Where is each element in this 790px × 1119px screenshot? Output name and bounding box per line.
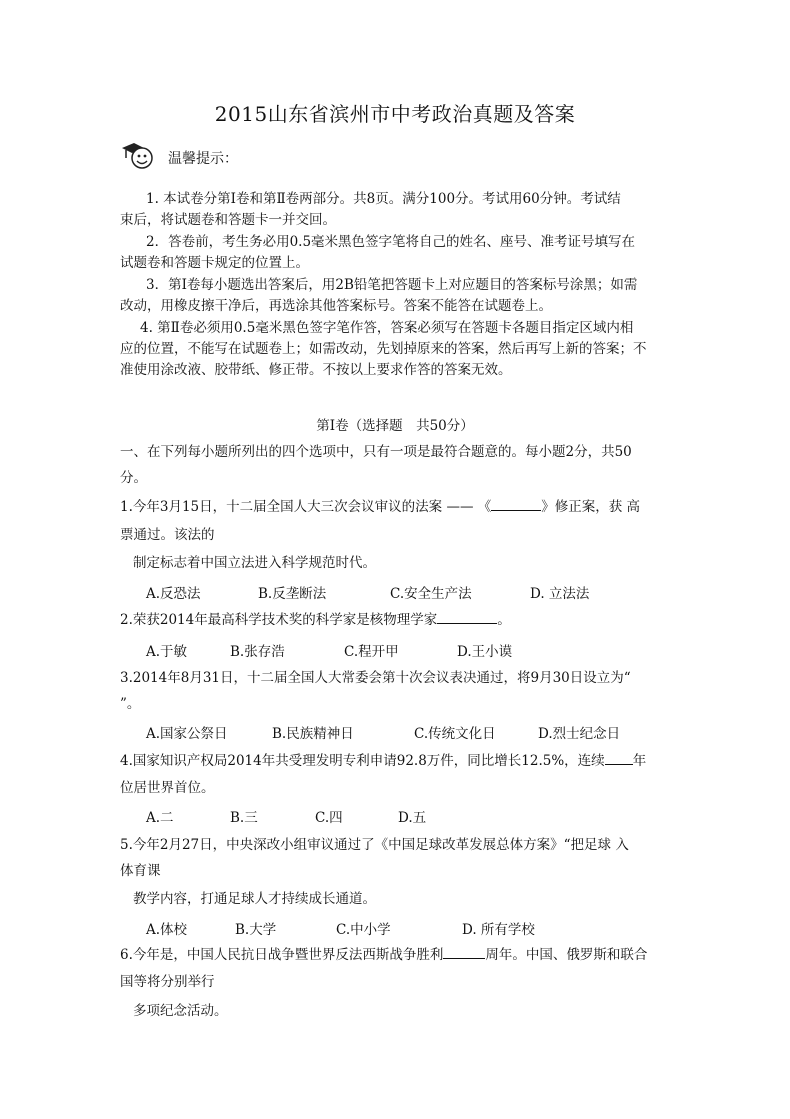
answer-blank — [605, 750, 633, 765]
part-intro-line: 分。 — [120, 470, 147, 486]
option-d: D. 所有学校 — [462, 922, 535, 938]
instruction-line: 3．第Ⅰ卷每小题选出答案后，用2B铅笔把答题卡上对应题目的答案标号涂黑；如需 — [146, 277, 638, 293]
question-text: 。 — [497, 612, 511, 628]
option-b: B.三 — [230, 810, 258, 826]
question-6-stem — [120, 944, 647, 966]
option-a: A.二 — [146, 810, 174, 826]
answer-blank — [491, 496, 541, 511]
question-3-stem: 3.2014年8月31日，十二届全国人大常委会第十次会议表决通过，将9月30日设立为“ — [120, 670, 631, 686]
question-5-stem: 5.今年2月27日，中央深改小组审议通过了《中国足球改革发展总体方案》“把足球 入 — [120, 837, 629, 853]
answer-blank — [443, 944, 485, 959]
question-text: 周年。中国、俄罗斯和联合 — [485, 947, 648, 963]
option-c: C.四 — [315, 810, 343, 826]
section-title: 第Ⅰ卷（选择题 共50分） — [316, 418, 474, 434]
option-a: A.国家公祭日 — [146, 726, 228, 742]
option-d: D. 立法法 — [530, 586, 590, 602]
instruction-line: 1. 本试卷分第Ⅰ卷和第Ⅱ卷两部分。共8页。满分100分。考试用60分钟。考试结 — [146, 191, 621, 207]
option-a: A.反恐法 — [146, 586, 201, 602]
option-d: D.烈士纪念日 — [538, 726, 621, 742]
instruction-line: 准使用涂改液、胶带纸、修正带。不按以上要求作答的答案无效。 — [120, 362, 512, 378]
smiley-graduate-icon — [120, 140, 156, 170]
question-6-line: 多项纪念活动。 — [133, 1003, 228, 1019]
question-4-stem — [120, 750, 646, 772]
option-c: C.传统文化日 — [414, 726, 496, 742]
question-5-line: 体育课 — [120, 863, 161, 879]
instruction-line: 4. 第Ⅱ卷必须用0.5毫米黑色签字笔作答，答案必须写在答题卡各题目指定区域内相 — [140, 320, 634, 336]
option-d: D.王小谟 — [457, 644, 513, 660]
question-text: 4.国家知识产权局2014年共受理发明专利申请92.8万件，同比增长12.5%，连续 — [120, 753, 605, 769]
question-4-line: 位居世界首位。 — [120, 780, 215, 796]
question-1-line: 票通过。该法的 — [120, 527, 215, 543]
option-a: A.体校 — [146, 922, 188, 938]
instruction-line: 改动，用橡皮擦干净后，再选涂其他答案标号。答案不能答在试题卷上。 — [120, 298, 552, 314]
question-6-line: 国等将分别举行 — [120, 974, 215, 990]
option-d: D.五 — [398, 810, 427, 826]
instruction-line: 束后，将试题卷和答题卡一并交回。 — [120, 212, 336, 228]
answer-blank — [437, 609, 497, 624]
instruction-line: 2．答卷前，考生务必用0.5毫米黑色签字笔将自己的姓名、座号、准考证号填写在 — [146, 234, 636, 250]
option-b: B.张存浩 — [230, 644, 285, 660]
page-title: 2015山东省滨州市中考政治真题及答案 — [214, 102, 576, 126]
question-1-stem — [120, 496, 640, 518]
notice-label: 温馨提示： — [168, 151, 238, 167]
question-5-line: 教学内容，打通足球人才持续成长通道。 — [133, 891, 376, 907]
option-c: C.安全生产法 — [390, 586, 472, 602]
option-a: A.于敏 — [146, 644, 188, 660]
question-text: 6.今年是，中国人民抗日战争暨世界反法西斯战争胜利 — [120, 947, 444, 963]
option-c: C.程开甲 — [344, 644, 399, 660]
instruction-line: 应的位置，不能写在试题卷上；如需改动，先划掉原来的答案，然后再写上新的答案；不 — [120, 341, 647, 357]
question-3-line: ”。 — [120, 696, 141, 712]
question-text: 》修正案，获 高 — [541, 499, 641, 515]
option-b: B.大学 — [235, 922, 277, 938]
question-text: 1.今年3月15日，十二届全国人大三次会议审议的法案 —— 《 — [120, 499, 492, 515]
question-2-stem — [120, 609, 511, 631]
option-b: B.反垄断法 — [258, 586, 327, 602]
option-c: C.中小学 — [336, 922, 391, 938]
instruction-line: 试题卷和答题卡规定的位置上。 — [120, 255, 309, 271]
question-text: 年 — [632, 753, 647, 769]
question-text: 2.荣获2014年最高科学技术奖的科学家是核物理学家 — [120, 612, 438, 628]
option-b: B.民族精神日 — [272, 726, 354, 742]
question-1-line: 制定标志着中国立法进入科学规范时代。 — [133, 555, 376, 571]
part-intro-line: 一、在下列每小题所列出的四个选项中，只有一项是最符合题意的。每小题2分，共50 — [120, 444, 632, 460]
